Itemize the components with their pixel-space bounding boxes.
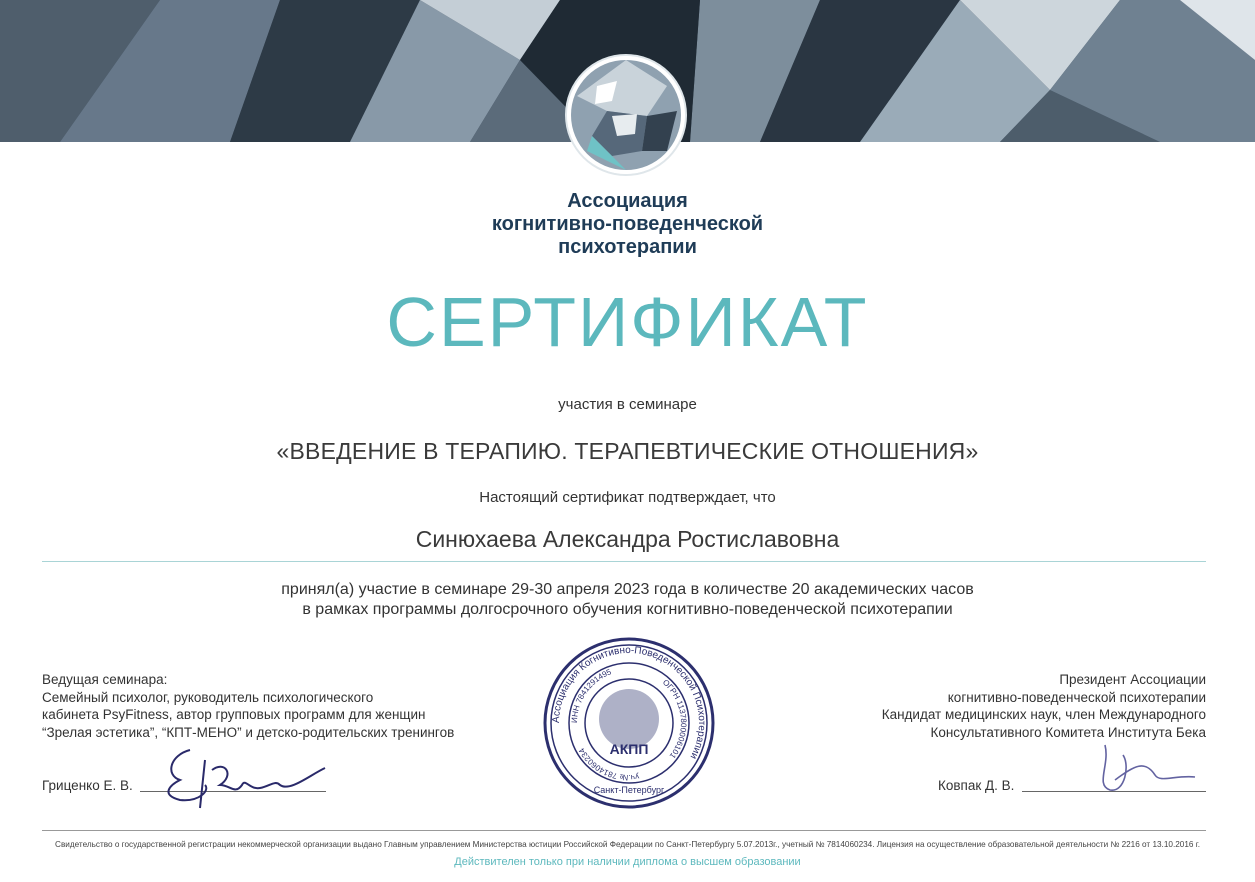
organization-name-line-2: когнитивно-поведенческой — [491, 213, 764, 235]
president-handwritten-signature — [1085, 735, 1205, 795]
footer-divider — [42, 830, 1206, 831]
organization-name — [0, 190, 1255, 259]
stamp-ogrn-text: ОГРН 1137800006101 — [660, 677, 689, 761]
certificate-title: СЕРТИФИКАТ — [386, 283, 869, 361]
registration-note: Свидетельство о государственной регистрации некоммерческой организации выдано Главным управлением Министерства юстиции Российской Федерации по Санкт-Петербургу 5.07.2013г., учетный № 7814060234. Лицензия на осуществление образовательной деятельности № 2216 от 13.10.2016 г. — [55, 840, 1200, 849]
stamp-center-text: АКПП — [609, 741, 649, 757]
confirmation-text: Настоящий сертификат подтверждает, что — [479, 489, 776, 506]
president-description-line-2: Кандидат медицинских наук, член Международного — [881, 707, 1206, 722]
stamp-inn-text: ИНН 7841291495 — [569, 667, 613, 724]
presenter-description-line-3: “Зрелая эстетика”, “КПТ-МЕНО” и детско-родительских тренингов — [42, 724, 455, 740]
association-logo — [567, 56, 685, 174]
presenter-signature-name: Гриценко Е. В. — [42, 778, 133, 793]
stamp-account-text: уч.№ 7814060234 — [577, 746, 640, 783]
certificate-subtitle: участия в семинаре — [558, 396, 697, 413]
stamp-city-text: Санкт-Петербург — [593, 785, 665, 795]
association-stamp — [543, 637, 715, 809]
recipient-name: Синюхаева Александра Ростиславовна — [415, 526, 840, 552]
presenter-role-label: Ведущая семинара: — [42, 672, 168, 687]
president-description-line-1: когнитивно-поведенческой психотерапии — [947, 689, 1206, 705]
organization-name-line-1: Ассоциация — [567, 190, 688, 212]
presenter-description-line-1: Семейный психолог, руководитель психологического — [42, 689, 374, 705]
validity-note: Действителен только при наличии диплома о высшем образовании — [454, 856, 801, 868]
president-info — [882, 671, 1206, 741]
presenter-info — [42, 671, 454, 741]
seminar-title: «ВВЕДЕНИЕ В ТЕРАПИЮ. ТЕРАПЕВТИЧЕСКИЕ ОТНОШЕНИЯ» — [276, 438, 979, 464]
president-description-line-3: Консультативного Комитета Института Бека — [930, 724, 1206, 740]
presenter-handwritten-signature — [150, 740, 330, 810]
presenter-description-line-2: кабинета PsyFitness, автор групповых программ для женщин — [42, 707, 426, 722]
participation-description — [0, 580, 1255, 620]
participation-description-line-2: в рамках программы долгосрочного обучения когнитивно-поведенческой психотерапии — [302, 601, 953, 618]
president-role-label: Президент Ассоциации — [1059, 672, 1206, 687]
recipient-name-divider — [42, 561, 1206, 562]
portrait-emblem-icon — [567, 56, 685, 174]
president-signature-name: Ковпак Д. В. — [938, 778, 1015, 793]
stamp-ring-text: Ассоциация Когнитивно-Поведенческой Психотерапии — [550, 644, 708, 761]
participation-description-line-1: принял(а) участие в семинаре 29-30 апреля 2023 года в количестве 20 академических часов — [281, 581, 974, 598]
organization-name-line-3: психотерапии — [558, 236, 697, 258]
